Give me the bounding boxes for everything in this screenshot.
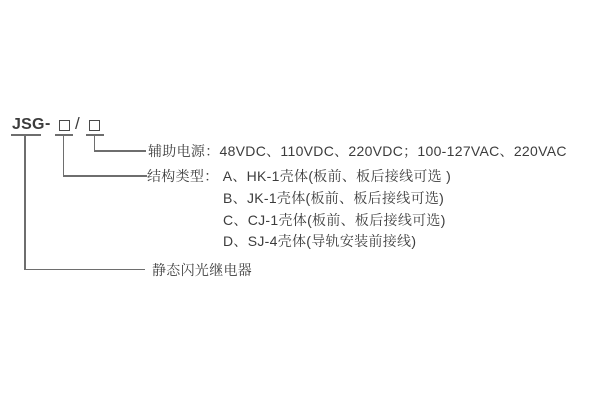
prefix-underline xyxy=(11,134,41,136)
structure-connector-horizontal xyxy=(63,175,147,177)
structure-option-d-label: D、SJ-4壳体(导轨安装前接线) xyxy=(223,233,417,249)
power-connector-vertical xyxy=(94,134,96,152)
model-dash-separator: - xyxy=(45,115,51,132)
model-slash-separator: / xyxy=(75,114,80,133)
structure-type-label: 结构类型： A、HK-1壳体(板前、板后接线可选 ) xyxy=(147,168,452,184)
product-name-label: 静态闪光继电器 xyxy=(152,262,253,278)
product-name-connector-horizontal xyxy=(24,269,145,271)
aux-power-slot-box xyxy=(89,120,100,131)
structure-connector-vertical xyxy=(63,134,65,177)
structure-option-b-label: B、JK-1壳体(板前、板后接线可选) xyxy=(223,190,445,206)
model-prefix-text: JSG xyxy=(12,116,45,133)
power-connector-horizontal xyxy=(94,150,146,152)
aux-power-label: 辅助电源：48VDC、110VDC、220VDC；100-127VAC、220VAC xyxy=(148,143,567,159)
structure-type-slot-box xyxy=(59,120,70,131)
prefix-connector-vertical xyxy=(24,134,26,270)
structure-option-c-label: C、CJ-1壳体(板前、板后接线可选) xyxy=(223,212,446,228)
